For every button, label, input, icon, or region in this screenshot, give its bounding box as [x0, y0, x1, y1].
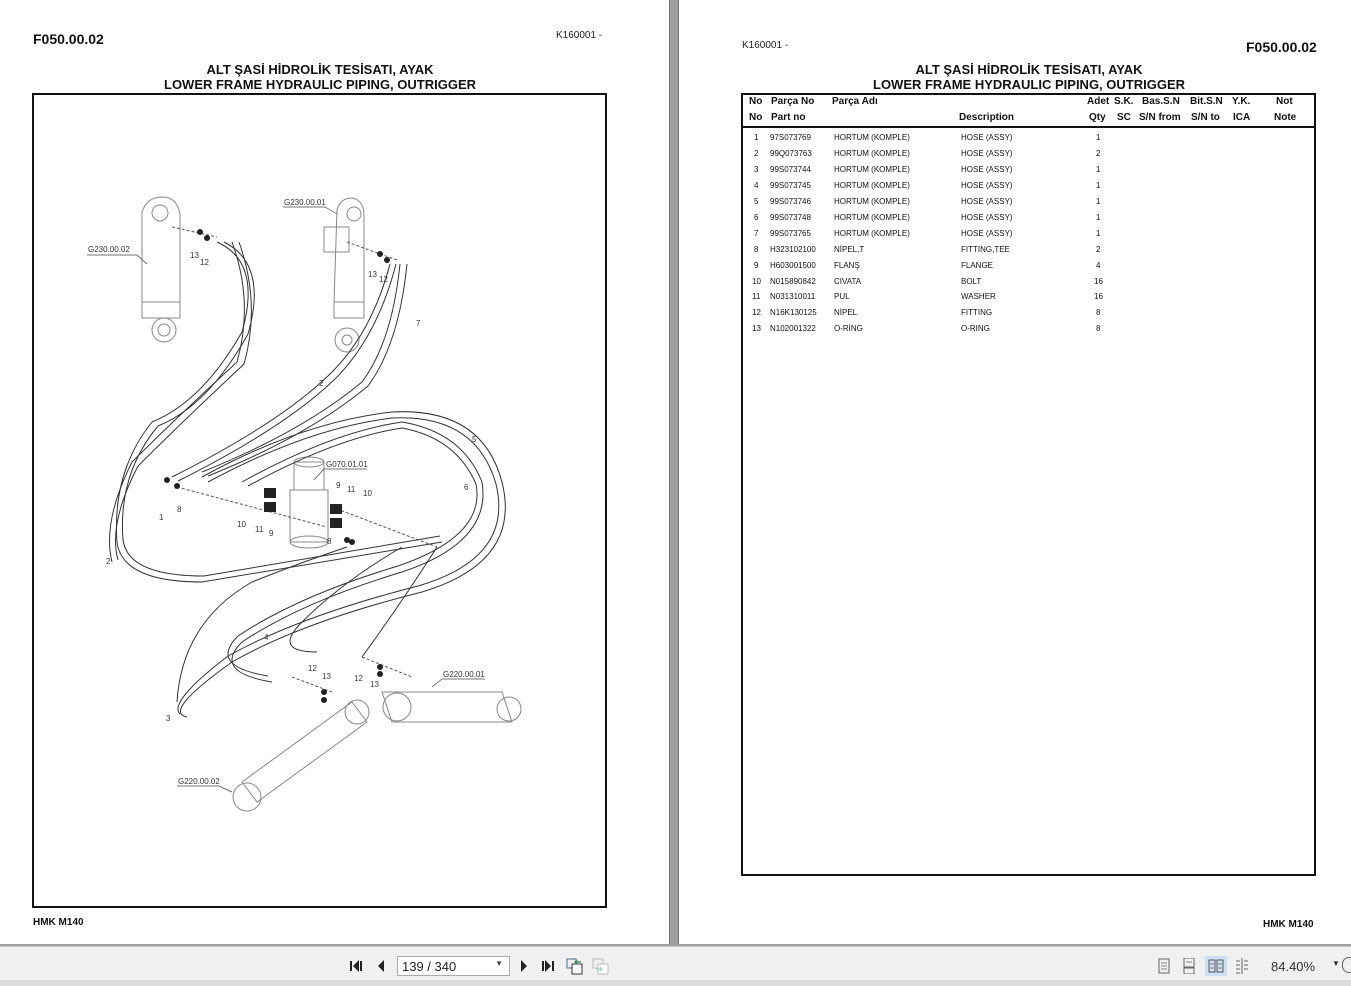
header-ica-tr: Y.K.: [1232, 96, 1251, 107]
table-row: 9 H603001500 FLANŞ FLANGE 4: [754, 261, 1101, 270]
last-page-icon: [540, 959, 556, 973]
svg-text:5: 5: [472, 435, 477, 444]
view-single-page-button[interactable]: [1153, 956, 1175, 976]
table-row: 4 99S073745 HORTUM (KOMPLE) HOSE (ASSY) 1: [754, 181, 1101, 190]
svg-text:9: 9: [336, 481, 341, 490]
svg-text:12: 12: [354, 674, 363, 683]
continuous-page-icon: [1182, 958, 1196, 974]
svg-text:13: 13: [370, 680, 379, 689]
table-row: 12 N16K130125 NİPEL FITTING 8: [752, 308, 1101, 317]
status-strip: [0, 980, 1351, 986]
svg-text:3: 3: [166, 714, 171, 723]
next-page-icon: [518, 959, 530, 973]
page-footer: HMK M140: [33, 917, 84, 928]
page-dropdown-icon[interactable]: ▼: [495, 959, 503, 968]
svg-text:8: 8: [327, 537, 332, 546]
exploded-diagram: [32, 93, 607, 908]
view-continuous-facing-button[interactable]: [1231, 956, 1253, 976]
next-view-button[interactable]: [592, 957, 610, 975]
svg-text:12: 12: [379, 275, 388, 284]
cylinder-g230-00-02: [142, 197, 180, 342]
page-code: F050.00.02: [1246, 39, 1317, 55]
next-view-icon: [592, 957, 610, 975]
hydraulic-diagram-svg: [34, 95, 605, 906]
table-row: 1 97S073769 HORTUM (KOMPLE) HOSE (ASSY) 1: [754, 133, 1101, 142]
table-row: 6 99S073748 HORTUM (KOMPLE) HOSE (ASSY) 1: [754, 213, 1101, 222]
zoom-dropdown-icon[interactable]: ▼: [1332, 959, 1340, 968]
serial-range: K160001 -: [742, 40, 789, 51]
header-qty-tr: Adet: [1087, 96, 1110, 107]
table-row: 7 99S073765 HORTUM (KOMPLE) HOSE (ASSY) 1: [754, 229, 1101, 238]
svg-text:2: 2: [319, 379, 324, 388]
header-sn-to-en: S/N to: [1191, 112, 1220, 123]
header-desc-en: Description: [959, 112, 1015, 123]
cylinder-g220-00-01: [382, 692, 521, 722]
parts-table: [741, 93, 1316, 876]
header-qty-en: Qty: [1089, 112, 1106, 123]
svg-text:G220.00.01: G220.00.01: [443, 670, 485, 679]
header-note-tr: Not: [1276, 96, 1293, 107]
header-sn-from-tr: Bas.S.N: [1142, 96, 1180, 107]
header-sc-tr: S.K.: [1114, 96, 1134, 107]
serial-range: K160001 -: [556, 30, 603, 41]
header-sn-to-tr: Bit.S.N: [1190, 96, 1223, 107]
page-code: F050.00.02: [33, 31, 104, 47]
table-row: 13 N102001322 O-RİNG O-RING 8: [752, 324, 1101, 333]
cylinder-g230-00-01: [324, 198, 364, 352]
svg-text:G220.00.02: G220.00.02: [178, 777, 220, 786]
previous-view-button[interactable]: [566, 957, 584, 975]
header-no-en: No: [749, 112, 763, 123]
header-sc-en: SC: [1117, 112, 1131, 123]
zoom-out-icon[interactable]: [1342, 957, 1351, 973]
continuous-facing-icon: [1234, 958, 1250, 974]
table-row: 11 N031310011 PUL WASHER 16: [752, 292, 1103, 301]
previous-page-icon: [375, 959, 387, 973]
title-english: LOWER FRAME HYDRAULIC PIPING, OUTRIGGER: [164, 77, 476, 92]
first-page-icon: [348, 959, 364, 973]
svg-text:13: 13: [368, 270, 377, 279]
title-turkish: ALT ŞASİ HİDROLİK TESİSATI, AYAK: [915, 62, 1143, 77]
view-facing-button[interactable]: [1205, 956, 1227, 976]
table-row: 5 99S073746 HORTUM (KOMPLE) HOSE (ASSY) 1: [754, 197, 1101, 206]
last-page-button[interactable]: [539, 957, 557, 975]
title-english: LOWER FRAME HYDRAULIC PIPING, OUTRIGGER: [873, 77, 1185, 92]
page-indicator: 139 / 340: [402, 959, 457, 974]
svg-text:6: 6: [464, 483, 469, 492]
header-no-tr: No: [749, 96, 763, 107]
single-page-icon: [1157, 958, 1171, 974]
zoom-level[interactable]: 84.40%: [1271, 959, 1316, 974]
svg-text:11: 11: [347, 485, 356, 494]
parts-table-header: [743, 95, 1314, 128]
header-part-no-tr: Parça No: [771, 96, 815, 107]
svg-text:2: 2: [106, 557, 111, 566]
header-part-no-en: Part no: [771, 112, 806, 123]
page-title: [679, 62, 1351, 92]
svg-text:8: 8: [177, 505, 182, 514]
svg-text:13: 13: [322, 672, 331, 681]
svg-text:1: 1: [159, 513, 164, 522]
view-continuous-button[interactable]: [1178, 956, 1200, 976]
svg-text:12: 12: [308, 664, 317, 673]
svg-text:13: 13: [190, 251, 199, 260]
header-note-en: Note: [1274, 112, 1297, 123]
header-sn-from-en: S/N from: [1139, 112, 1181, 123]
header-name-tr: Parça Adı: [832, 96, 878, 107]
page-number-input[interactable]: [397, 956, 510, 976]
svg-text:G230.00.01: G230.00.01: [284, 198, 326, 207]
title-turkish: ALT ŞASİ HİDROLİK TESİSATI, AYAK: [206, 62, 434, 77]
svg-text:4: 4: [264, 633, 269, 642]
svg-text:9: 9: [269, 529, 274, 538]
next-page-button[interactable]: [515, 957, 533, 975]
svg-text:11: 11: [255, 525, 264, 534]
left-page: [0, 0, 670, 944]
svg-text:G070.01.01: G070.01.01: [326, 460, 368, 469]
table-row: 10 N015890842 CIVATA BOLT 16: [752, 277, 1103, 286]
page-footer: HMK M140: [1263, 919, 1314, 930]
table-row: 8 H323102100 NİPEL,T FITTING,TEE 2: [754, 245, 1101, 254]
first-page-button[interactable]: [347, 957, 365, 975]
table-row: 3 99S073744 HORTUM (KOMPLE) HOSE (ASSY) 1: [754, 165, 1101, 174]
header-ica-en: ICA: [1233, 112, 1251, 123]
svg-text:12: 12: [200, 258, 209, 267]
svg-text:7: 7: [416, 319, 421, 328]
previous-view-icon: [566, 957, 584, 975]
facing-pages-icon: [1208, 958, 1224, 974]
svg-text:10: 10: [237, 520, 246, 529]
previous-page-button[interactable]: [372, 957, 390, 975]
svg-text:10: 10: [363, 489, 372, 498]
svg-text:G230.00.02: G230.00.02: [88, 245, 130, 254]
diagram-labels: [88, 198, 485, 786]
cylinder-g220-00-02: [233, 700, 369, 811]
page-title: [0, 62, 640, 92]
table-row: 2 99Q073763 HORTUM (KOMPLE) HOSE (ASSY) 2: [754, 149, 1101, 158]
